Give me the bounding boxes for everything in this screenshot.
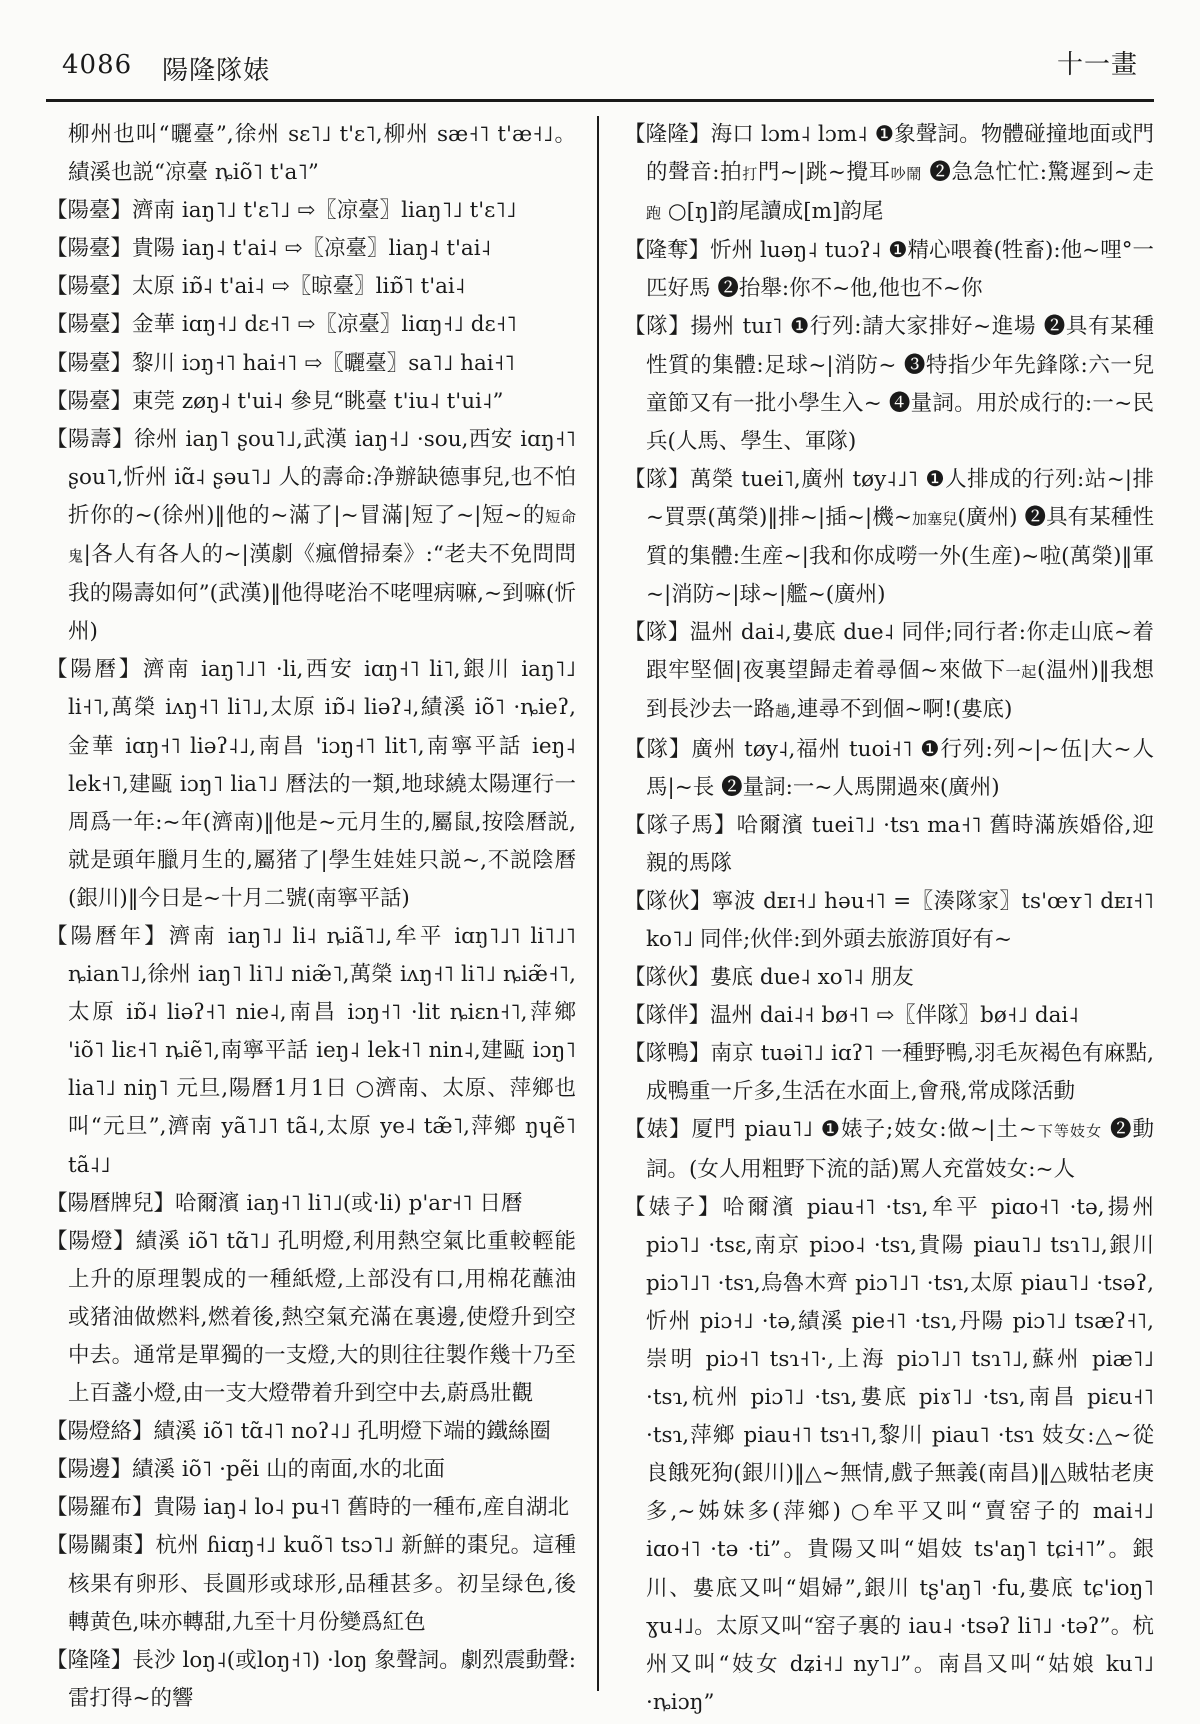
header-rule bbox=[46, 99, 1154, 102]
dictionary-entry: 【陽臺】金華 iɑŋ˧˩ dɛ˧˥ ⇨〖凉臺〗liɑŋ˧˩ dɛ˧˥ bbox=[46, 312, 517, 338]
dictionary-entry: 【陽臺】太原 iɒ̃˨ t'ai˨ ⇨〖晾臺〗liɒ̃˥ t'ai˨ bbox=[46, 274, 466, 300]
guide-words: 陽隆隊婊 bbox=[162, 56, 271, 86]
dictionary-entry: 【陽曆牌兒】哈爾濱 iaŋ˧˥ li˥˩(或·li) p'ar˧˥ 日曆 bbox=[46, 1190, 523, 1216]
dictionary-entry: 【陽燈】績溪 iõ˥ tɑ̃˥˩ 孔明燈,利用熱空氣比重較輕能上升的原理製成的一種紙燈,上部没有口,用棉花蘸油或猪油做燃料,燃着後,熱空氣充滿在裏邊,使燈升到空中去。通常是單獨的一支燈,大的則往往製作幾十乃至上百盞小燈,由一支大燈帶着升到空中去,蔚爲壯觀 bbox=[46, 1228, 576, 1407]
dictionary-entry: 【陽曆年】濟南 iaŋ˥˩ li˨ ȵiã˥˩,牟平 iɑŋ˥˩˥ li˥˩˥ ȵian˥˩,徐州 iaŋ˥ li˥˩ niæ̃˥,萬榮 iʌŋ˧˥ li˥˩ ȵiæ̃˧˥,太原 iɒ̃˨ liəʔ˧˥ nie˨,南昌 iɔŋ˧˥ ·lit ȵiɛn˧˥,萍鄉 'iõ˥ liɛ˧˥ ȵiẽ˥,南寧平話 ieŋ˨ lek˧˥ nin˨,建甌 iɔŋ˥ lia˥˩ niŋ˥ 元旦,陽曆1月1日 ○濟南、太原、萍鄉也叫“元旦”,濟南 yã˥˩˥ tã˨,太原 ye˨ tæ̃˥,萍鄉 ŋɥẽ˥ tã˨˩ bbox=[46, 923, 576, 1178]
dictionary-entry: 【陽臺】黎川 iɔŋ˧˥ hai˧˥ ⇨〖曬臺〗sa˥˩ hai˧˥ bbox=[46, 350, 515, 376]
dictionary-entry: 【隊伙】寧波 dᴇɪ˧˩ həu˧˥ =〖湊隊家〗ts'œʏ˥ dᴇɪ˧˥ ko˥˩ 同伴;伙伴:到外頭去旅游頂好有~ bbox=[624, 888, 1154, 952]
dictionary-entry: 【陽羅布】貴陽 iaŋ˨ lo˨ pu˧˥ 舊時的一種布,産自湖北 bbox=[46, 1495, 570, 1521]
dictionary-entry: 【婊子】哈爾濱 piau˧˥ ·tsɿ,牟平 piɑo˧˥ ·tə,揚州 piɔ˥˩ ·tsɛ,南京 piɔo˨ ·tsɿ,貴陽 piau˥˩ tsɿ˥˩,銀川 piɔ˥˩˥ ·tsɿ,烏魯木齊 piɔ˥˩˥ ·tsɿ,太原 piau˥˩ ·tsəʔ,忻州 piɔ˧˩ ·tə,績溪 pie˧˥ ·tsɿ,丹陽 piɔ˥˩ tsæʔ˧˥,崇明 piɔ˧˥ tsɿ˧˥·,上海 piɔ˥˩˥ tsɿ˥˩,蘇州 piæ˥˩ ·tsɿ,杭州 piɔ˥˩ ·tsɿ,婁底 piɤ˥˩ ·tsɿ,南昌 piɛu˧˥ ·tsɿ,萍鄉 piau˧˥ tsɿ˧˥,黎川 piau˥ ·tsɿ 妓女:△~從良餓死狗(銀川)‖△~無情,戲子無義(南昌)‖△賊牯老庚多,~姊妹多(萍鄉) ○牟平又叫“賣窑子的 mai˧˩ iɑo˧˥ ·tə ·ti”。貴陽又叫“娼妓 ts'aŋ˥ tɕi˧˥”。銀川、婁底又叫“娼婦”,銀川 tʂ'aŋ˥ ·fu,婁底 tɕ'ioŋ˥ ɣu˨˩。太原又叫“窑子裏的 iau˨ ·tsəʔ li˥˩ ·təʔ”。杭州又叫“妓女 dʑi˧˩ ny˥˩”。南昌又叫“姑娘 ku˥˩ ·ȵiɔŋ” bbox=[624, 1194, 1154, 1715]
dictionary-entry: 【婊】厦門 piau˥˩ ❶婊子;妓女:做~|土~下等妓女 ❷動詞。(女人用粗野下流的話)罵人充當妓女:~人 bbox=[624, 1117, 1155, 1182]
dictionary-entry: 【隆隆】長沙 loŋ˨(或loŋ˧˥) ·loŋ 象聲詞。劇烈震動聲:雷打得~的響 bbox=[46, 1647, 576, 1711]
dictionary-entry: 【陽關棗】杭州 ɦiɑŋ˧˩ kuõ˥ tsɔ˥˩ 新鮮的棗兒。這種核果有卵形、長圓形或球形,品種甚多。初呈绿色,後轉黄色,味亦轉甜,九至十月份變爲紅色 bbox=[46, 1533, 576, 1635]
page-number: 4086 bbox=[62, 50, 133, 80]
header-left bbox=[62, 50, 270, 87]
dictionary-entry: 【隊子馬】哈爾濱 tuei˥˩ ·tsɿ ma˧˥ 舊時滿族婚俗,迎親的馬隊 bbox=[624, 812, 1154, 876]
dictionary-entry: 【隊】揚州 tuɪ˥ ❶行列:請大家排好~進場 ❷具有某種性質的集體:足球~|消防~ ❸特指少年先鋒隊:六一兒童節又有一批小學生入~ ❹量詞。用於成行的:一~民兵(人馬、學生、軍隊) bbox=[624, 314, 1154, 454]
dictionary-entry: 【隊鴨】南京 tuəi˥˩ iɑʔ˥ 一種野鴨,羽毛灰褐色有麻點,成鴨重一斤多,生活在水面上,會飛,常成隊活動 bbox=[624, 1041, 1154, 1105]
page-header bbox=[62, 44, 1138, 87]
dictionary-entry: 【陽壽】徐州 iaŋ˥ ʂou˥˩,武漢 iaŋ˧˩ ·sou,西安 iɑŋ˧˥ ʂou˥,忻州 iɑ̃˨ ʂəu˥˩ 人的壽命:净辦缺德事兒,也不怕折你的~(徐州)‖他的~滿了|~冒滿|短了~|短~的短命鬼|各人有各人的~|漢劇《瘋僧掃秦》:“老夫不免問問我的陽壽如何”(武漢)‖他得咾治不咾哩病嘛,~到嘛(忻州) bbox=[46, 426, 576, 645]
text-columns bbox=[46, 116, 1154, 1722]
dictionary-entry: 【隊】温州 dai˨,婁底 due˨ 同伴;同行者:你走山底~着跟牢堅個|夜裏望歸走着尋個~來做下一起(温州)‖我想到長沙去一路趟,連尋不到個~啊!(婁底) bbox=[624, 620, 1155, 723]
dictionary-entry: 【陽燈絡】績溪 iõ˥ tɑ̃˨˥ noʔ˨˩ 孔明燈下端的鐵絲圈 bbox=[46, 1419, 551, 1445]
dictionary-entry: 【隆奪】忻州 luəŋ˨ tuɔʔ˨ ❶精心喂養(牲畜):他~哩°一匹好馬 ❷抬舉:你不~他,他也不~你 bbox=[624, 238, 1154, 302]
dictionary-entry: 【隊伙】婁底 due˨ xo˥˨ 朋友 bbox=[624, 965, 914, 991]
left-column bbox=[46, 116, 576, 1722]
dictionary-entry: 【隆隆】海口 lɔm˨ lɔm˨ ❶象聲詞。物體碰撞地面或門的聲音:拍打門~|跳~攪耳吵鬧 ❷急急忙忙:驚遲到~走跑 ○[ŋ]韵尾讀成[m]韵尾 bbox=[624, 122, 1155, 225]
continuation-text: 柳州也叫“曬臺”,徐州 sɛ˥˩ t'ɛ˥,柳州 sæ˧˥ t'æ˧˩。績溪也説“凉臺 ȵiõ˥ t'a˥” bbox=[68, 122, 576, 186]
dictionary-entry: 【陽臺】東莞 zøŋ˨ t'ui˨ 參見“眺臺 t'iu˨ t'ui˨” bbox=[46, 388, 504, 414]
dictionary-entry: 【隊伴】温州 dai˨˧ bø˧˥ ⇨〖伴隊〗bø˧˩ dai˨ bbox=[624, 1003, 1079, 1029]
dictionary-entry: 【陽邊】績溪 iõ˥ ·pẽi 山的南面,水的北面 bbox=[46, 1457, 445, 1483]
dictionary-entry: 【陽臺】濟南 iaŋ˥˩ t'ɛ˥˩ ⇨〖凉臺〗liaŋ˥˩ t'ɛ˥˩ bbox=[46, 198, 517, 224]
stroke-section: 十一畫 bbox=[1056, 50, 1138, 80]
dictionary-entry: 【隊】廣州 tøy˨,福州 tuoi˧˥ ❶行列:列~|~伍|大~人馬|~長 ❷量詞:一~人馬開過來(廣州) bbox=[624, 736, 1154, 800]
dictionary-entry: 【陽曆】濟南 iaŋ˥˩˥ ·li,西安 iɑŋ˧˥ li˥,銀川 iaŋ˥˩ li˧˥,萬榮 iʌŋ˧˥ li˥˩,太原 iɒ̃˨ liəʔ˨,績溪 iõ˥ ·ȵieʔ,金華 iɑŋ˧˥ liəʔ˨˩,南昌 'iɔŋ˧˥ lit˥,南寧平話 ieŋ˨ lek˧˥,建甌 iɔŋ˥ lia˥˩ 曆法的一類,地球繞太陽運行一周爲一年:~年(濟南)‖他是~元月生的,屬鼠,按陰曆説,就是頭年臘月生的,屬猪了|學生娃娃只説~,不説陰曆(銀川)‖今日是~十月二號(南寧平話) bbox=[46, 657, 576, 911]
dictionary-entry: 【陽臺】貴陽 iaŋ˨ t'ai˨ ⇨〖凉臺〗liaŋ˨ t'ai˨ bbox=[46, 236, 492, 262]
dictionary-entry: 【隊】萬榮 tuei˥,廣州 tøy˨˩˥ ❶人排成的行列:站~|排~買票(萬榮)‖排~|插~|機~加塞兒(廣州) ❷具有某種性質的集體:生産~|我和你成嘮一外(生産)~啦(萬榮)‖軍~|消防~|球~|艦~(廣州) bbox=[624, 466, 1155, 608]
right-column bbox=[624, 116, 1154, 1722]
